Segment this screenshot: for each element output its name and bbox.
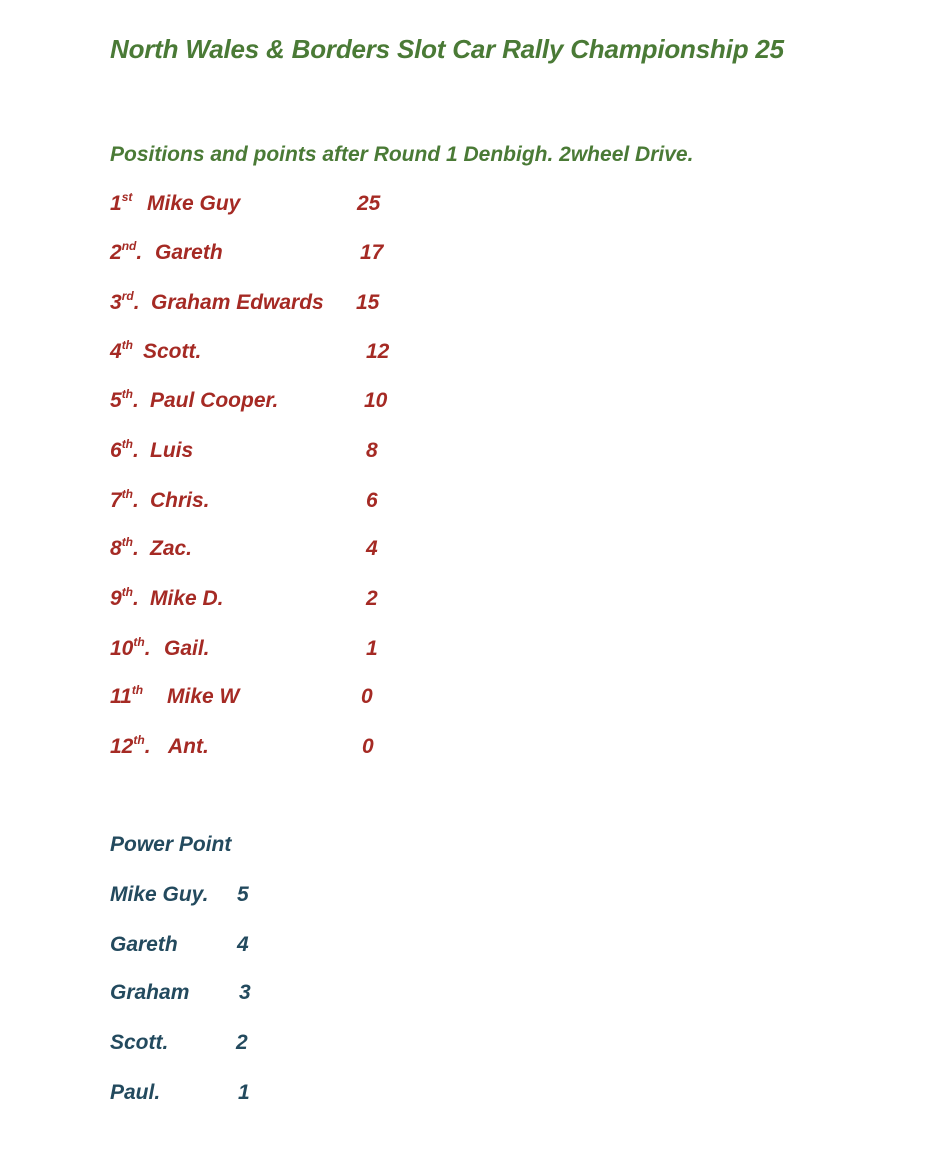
- driver-name: Luis: [150, 439, 194, 462]
- driver-name: Mike W: [167, 685, 240, 708]
- position: 2nd.: [110, 239, 143, 264]
- page-title: North Wales & Borders Slot Car Rally Championship 25: [110, 34, 784, 64]
- points: 1: [366, 637, 378, 660]
- driver-name: Ant.: [168, 735, 209, 758]
- points: 4: [237, 933, 249, 956]
- position: 11th: [110, 683, 144, 708]
- position: 1st: [110, 190, 133, 215]
- position: 5th.: [110, 387, 139, 412]
- driver-name: Zac.: [150, 537, 193, 560]
- driver-name: Graham: [110, 981, 190, 1004]
- points: 0: [362, 735, 374, 758]
- points: 2: [236, 1031, 248, 1054]
- points: 4: [366, 537, 378, 560]
- points: 2: [366, 587, 378, 610]
- points: 5: [237, 883, 249, 906]
- points: 25: [357, 192, 381, 215]
- position: 7th.: [110, 487, 139, 512]
- driver-name: Paul Cooper.: [150, 389, 279, 412]
- points: 8: [366, 439, 378, 462]
- driver-name: Paul.: [110, 1081, 161, 1104]
- points: 6: [366, 489, 378, 512]
- driver-name: Gareth: [155, 241, 223, 264]
- position: 4th: [110, 338, 134, 363]
- position: 6th.: [110, 437, 139, 462]
- points: 12: [366, 340, 390, 363]
- position: 9th.: [110, 585, 139, 610]
- driver-name: Gail.: [164, 637, 210, 660]
- points: 15: [356, 291, 380, 314]
- driver-name: Scott.: [110, 1031, 169, 1054]
- driver-name: Scott.: [143, 340, 202, 363]
- power-point-heading: Power Point: [110, 833, 232, 856]
- points: 1: [238, 1081, 250, 1104]
- driver-name: Gareth: [110, 933, 178, 956]
- driver-name: Graham Edwards: [151, 291, 324, 314]
- points: 3: [239, 981, 251, 1004]
- points: 0: [361, 685, 373, 708]
- standings-subtitle: Positions and points after Round 1 Denbigh. 2wheel Drive.: [110, 143, 694, 166]
- position: 3rd.: [110, 289, 140, 314]
- driver-name: Chris.: [150, 489, 210, 512]
- driver-name: Mike D.: [150, 587, 224, 610]
- driver-name: Mike Guy: [147, 192, 241, 215]
- position: 12th.: [110, 733, 151, 758]
- driver-name: Mike Guy.: [110, 883, 209, 906]
- points: 10: [364, 389, 388, 412]
- position: 10th.: [110, 635, 151, 660]
- position: 8th.: [110, 535, 139, 560]
- points: 17: [360, 241, 384, 264]
